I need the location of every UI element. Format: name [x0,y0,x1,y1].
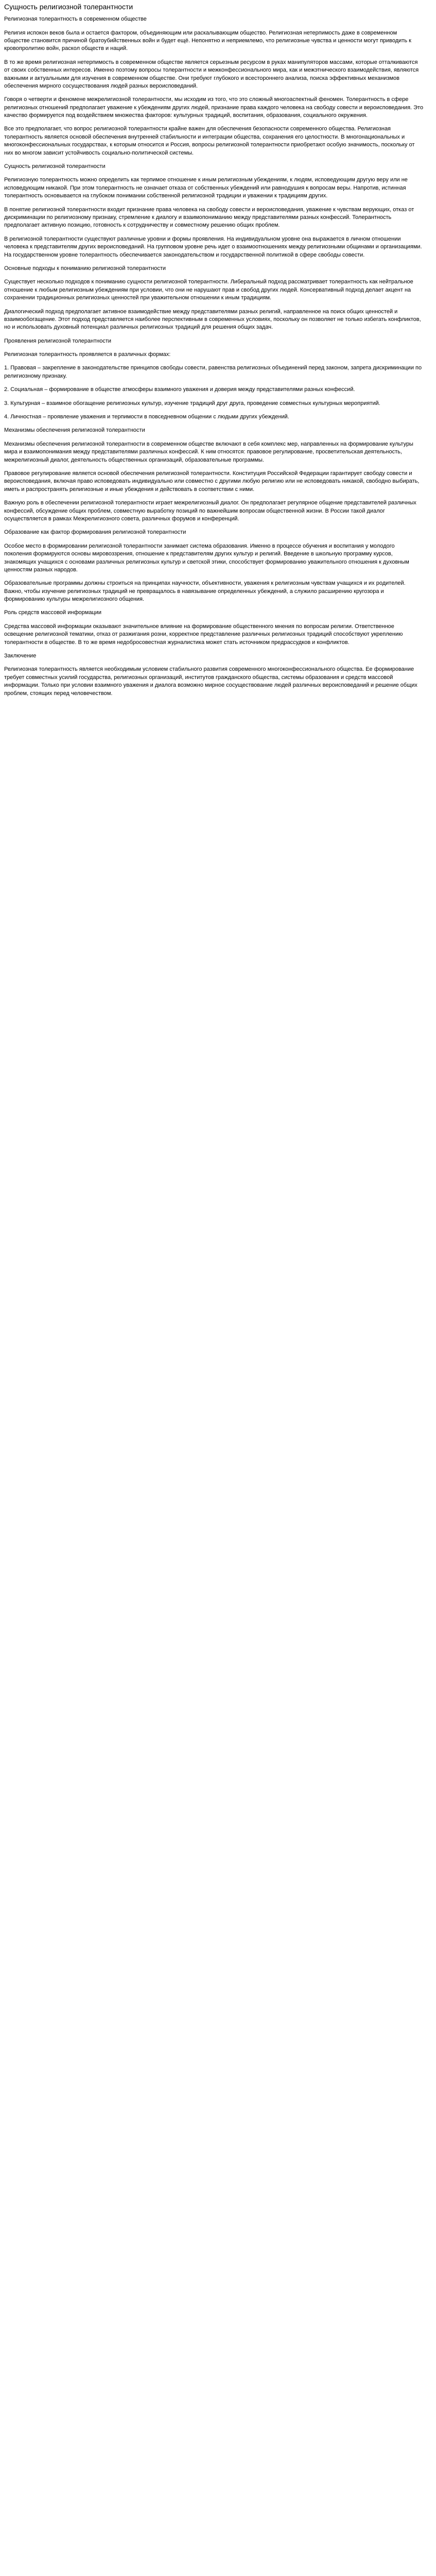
paragraph: Важную роль в обеспечении религиозной толерантности играет межрелигиозный диалог. Он предполагает регулярное общение представителей различных конфессий, обсуждение общих проблем, совместную выработку позиций по важнейшим вопросам общественной жизни. В России такой диалог осуществляется в рамках Межрелигиозного совета, различных форумов и конференций. [4,500,416,522]
paragraph: Религия испокон веков была и остается фактором, объединяющим или раскалывающим общество. Религиозная нетерпимость даже в современном обществе становится причиной братоубийственных войн и будет ещё. Непонятно и неприемлемо, что религиозные чувства и ценности могут приводить к кровопролитию войн, раскол обществ и наций. [4,29,411,52]
paragraph: 1. Правовая – закрепление в законодательстве принципов свободы совести, равенства религиозных объединений перед законом, запрета дискриминации по религиозному признаку. [4,365,422,379]
paragraph: Механизмы обеспечения религиозной толерантности [4,427,145,434]
paragraph: 3. Культурная – взаимное обогащение религиозных культур, изучение традиций друг друга, проведение совместных культурных мероприятий. [4,400,380,406]
paragraph: Диалогический подход предполагает активное взаимодействие между представителями разных религий, направленное на поиск общих ценностей и взаимообогащение. Этот подход представляется наиболее перспективным в современных условиях, поскольку он позволяет не только избегать конфликтов, но и использовать духовный потенциал различных религиозных традиций для решения общих задач. [4,308,421,331]
paragraph: Заключение [4,653,37,659]
paragraph: Особое место в формировании религиозной толерантности занимает система образования. Именно в процессе обучения и воспитания у молодого поколения формируются основы мировоззрения, отношение к представителям других культур и религий. Введение в школьную программу курсов, знакомящих учащихся с основами различных религиозных культур и светской этики, способствует формированию уважительного отношения к духовным ценностям разных народов. [4,543,409,573]
paragraph: Основные подходы к пониманию религиозной толерантности [4,265,166,272]
paragraph: Религиозная толерантность проявляется в различных формах: [4,351,171,358]
paragraph: В то же время религиозная нетерпимость в современном обществе является серьезным ресурсом в руках манипуляторов массами, которые отталкиваются от своих собственных интересов. Именно поэтому вопросы толерантности и межконфессионального мира, как и межэтнического взаимодействия, являются важными и актуальными для изучения в современном обществе. Они требуют глубокого и всестороннего анализа, поиска эффективных механизмов обеспечения мирного сосуществования людей разных вероисповеданий. [4,59,419,89]
paragraph: Проявления религиозной толерантности [4,337,112,344]
paragraph: Существует несколько подходов к пониманию сущности религиозной толерантности. Либеральный подход рассматривает толерантность как нейтральное отношение к любым религиозным убеждениям при условии, что они не нарушают прав и свобод других людей. Консервативный подход делает акцент на сохранении традиционных религиозных ценностей при уважительном отношении к иным традициям. [4,279,413,301]
paragraph: 2. Социальная – формирование в обществе атмосферы взаимного уважения и доверия между представителями разных конфессий. [4,386,355,393]
paragraph: Правовое регулирование является основой обеспечения религиозной толерантности. Конституция Российской Федерации гарантирует свободу совести и вероисповедания, включая право исповедовать индивидуально или совместно с другими любую религию или не исповедовать никакой, свободно выбирать, иметь и распространять религиозные и иные убеждения и действовать в соответствии с ними. [4,470,420,493]
document-page [0,0,428,709]
paragraph: Сущность религиозной толерантности [4,163,106,170]
paragraph: Религиозная толерантность является необходимым условием стабильного развития современного многоконфессионального общества. Ее формирование требует совместных усилий государства, религиозных организаций, институтов гражданского общества, системы образования и средств массовой информации. Только при условии взаимного уважения и диалога возможно мирное сосуществование людей различных вероисповеданий и решение общих проблем, стоящих перед человечеством. [4,666,417,697]
paragraph: Средства массовой информации оказывают значительное влияние на формирование общественного мнения по вопросам религии. Ответственное освещение религиозной тематики, отказ от разжигания розни, корректное представление различных религиозных традиций способствуют укреплению толерантности в обществе. В то же время недобросовестная журналистика может стать источником предрассудков и конфликтов. [4,623,403,646]
paragraph: Религиозную толерантность можно определить как терпимое отношение к иным религиозным убеждениям, к людям, исповедующим другую веру или не исповедующим никакой. При этом толерантность не означает отказа от собственных убеждений или равнодушия к вопросам веры. Напротив, истинная толерантность основывается на глубоком понимании собственной религиозной традиции и уважении к традициям других. [4,177,408,199]
paragraph: Механизмы обеспечения религиозной толерантности в современном обществе включают в себя комплекс мер, направленных на формирование культуры мира и взаимопонимания между представителями различных конфессий. К ним относятся: правовое регулирование, просветительская деятельность, межрелигиозный диалог, деятельность общественных организаций, образовательные программы. [4,440,413,463]
paragraph: Говоря о четверти и феномене межрелигиозной толерантности, мы исходим из того, что это сложный многоаспектный феномен. Толерантность в сфере религиозных отношений предполагает уважение к убеждениям других людей, признание права каждого человека на свободу совести и вероисповедания. Это качество формируется под воздействием множества факторов: культурных традиций, воспитания, образования, социального окружения. [4,96,424,119]
paragraph: 4. Личностная – проявление уважения и терпимости в повседневном общении с людьми других убеждений. [4,414,289,420]
paragraph: Роль средств массовой информации [4,609,102,616]
paragraph: Образовательные программы должны строиться на принципах научности, объективности, уважения к религиозным чувствам учащихся и их родителей. Важно, чтобы изучение религиозных традиций не превращалось в навязывание определенных убеждений, а служило расширению кругозора и формированию культуры межрелигиозного общения. [4,580,406,603]
document-body [4,15,424,698]
paragraph: Все это предполагает, что вопрос религиозной толерантности крайне важен для обеспечения безопасности современного общества. Религиозная толерантность является основой обеспечения внутренней стабильности и интеграции общества, сохранения его целостности. В многонациональных и многоконфессиональных государствах, к которым относится и Россия, вопросы религиозной толерантности приобретают особую значимость, поскольку от них во многом зависит устойчивость социально-политической системы. [4,126,415,156]
paragraph: В понятие религиозной толерантности входит признание права человека на свободу совести и вероисповедания, уважение к чувствам верующих, отказ от дискриминации по религиозному признаку, стремление к диалогу и взаимопониманию между представителями разных конфессий. Толерантность предполагает активную позицию, готовность к сотрудничеству и совместному решению общих проблем. [4,206,414,229]
document-title: Сущность религиозной толерантности [4,3,133,11]
paragraph: Образование как фактор формирования религиозной толерантности [4,529,186,536]
paragraph: Религиозная толерантность в современном обществе [4,16,147,23]
paragraph: В религиозной толерантности существуют различные уровни и формы проявления. На индивидуальном уровне она выражается в личном отношении человека к представителям других вероисповеданий. На групповом уровне речь идет о взаимоотношениях между религиозными общинами и организациями. На государственном уровне толерантность обеспечивается законодательством и государственной политикой в сфере свободы совести. [4,235,422,258]
